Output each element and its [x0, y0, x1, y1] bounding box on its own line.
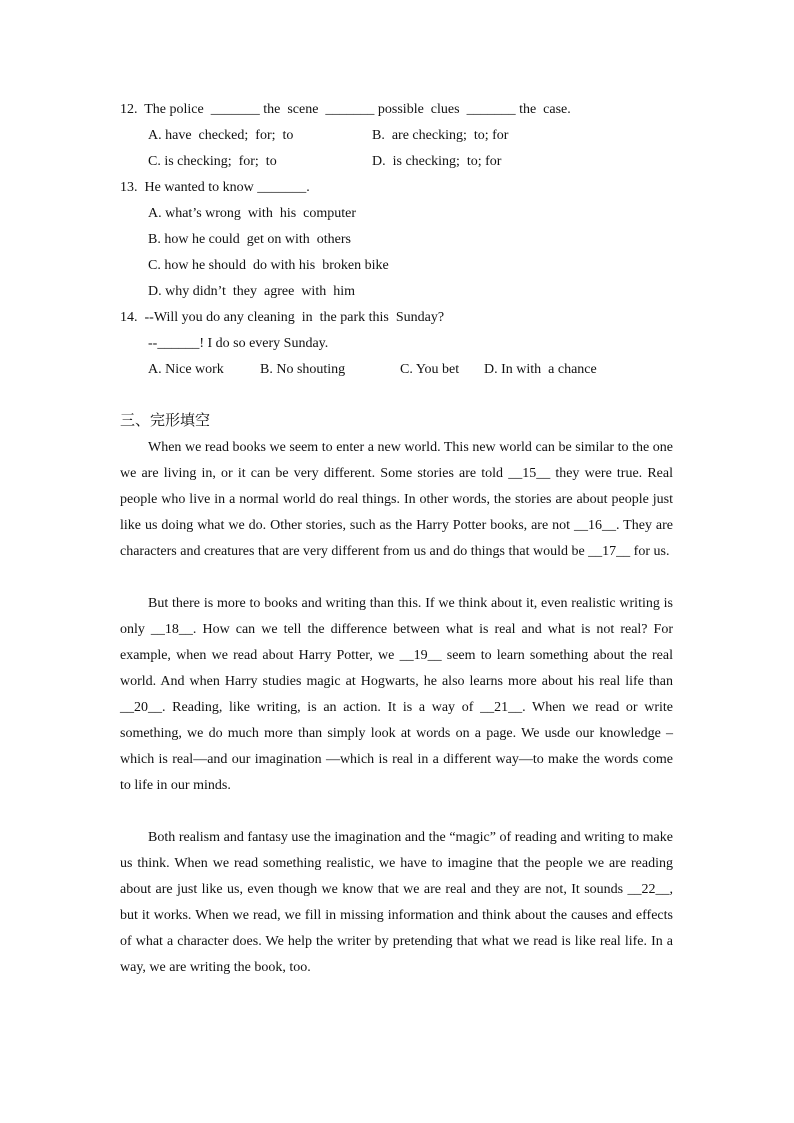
question-13-stem: 13. He wanted to know _______.	[120, 180, 310, 195]
question-12-stem: 12. The police _______ the scene _______ possible clues _______ the case.	[120, 102, 571, 117]
question-13-option-b: B. how he could get on with others	[148, 232, 351, 247]
question-13-option-a: A. what’s wrong with his computer	[148, 206, 357, 221]
question-13-option-c: C. how he should do with his broken bike	[148, 258, 389, 273]
question-14-reply: --______! I do so every Sunday.	[148, 336, 329, 351]
question-14-stem: 14. --Will you do any cleaning in the park this Sunday?	[120, 310, 445, 325]
passage-paragraph-3: Both realism and fantasy use the imagination and the “magic” of reading and writing to make us think. When we read something realistic, we have to imagine that the people we are reading about are just like us, even though we know that we are real and they are not, It sounds __22__, but it works. When we read, we fill in missing information and think about the causes and effects of what a character does. We help the writer by pretending that what we read is like real life. In a way, we are writing the book, too.	[120, 830, 673, 975]
question-14-option-c: C. You bet	[400, 362, 460, 377]
passage-paragraph-2: But there is more to books and writing than this. If we think about it, even realistic writing is only __18__. How can we tell the difference between what is real and what is not real? For example, when we read about Harry Potter, we __19__ seem to learn something about the real world. And when Harry studies magic at Hogwarts, he also learns more about his real life than __20__. Reading, like writing, is an action. It is a way of __21__. When we read or write something, we do much more than simply look at words on a page. We usde our knowledge –which is real—and our imagination —which is real in a different way—to make the words come to life in our minds.	[120, 596, 673, 793]
section-heading: 三、完形填空	[120, 411, 211, 429]
question-12-option-c: C. is checking; for; to	[148, 154, 277, 169]
question-14-option-a: A. Nice work	[148, 362, 224, 377]
question-12-option-b: B. are checking; to; for	[372, 128, 509, 143]
passage-paragraph-1: When we read books we seem to enter a new world. This new world can be similar to the one we are living in, or it can be very different. Some stories are told __15__ they were true. Real people who live in a normal world do real things. In other words, the stories are about people just like us doing what we do. Other stories, such as the Harry Potter books, are not __16__. They are characters and creatures that are very different from us and do things that would be __17__ for us.	[120, 440, 673, 559]
question-12-option-a: A. have checked; for; to	[148, 128, 294, 143]
question-14-option-b: B. No shouting	[260, 362, 346, 377]
question-14-option-d: D. In with a chance	[484, 362, 597, 377]
question-13-option-d: D. why didn’t they agree with him	[148, 284, 355, 299]
question-12-option-d: D. is checking; to; for	[372, 154, 502, 169]
